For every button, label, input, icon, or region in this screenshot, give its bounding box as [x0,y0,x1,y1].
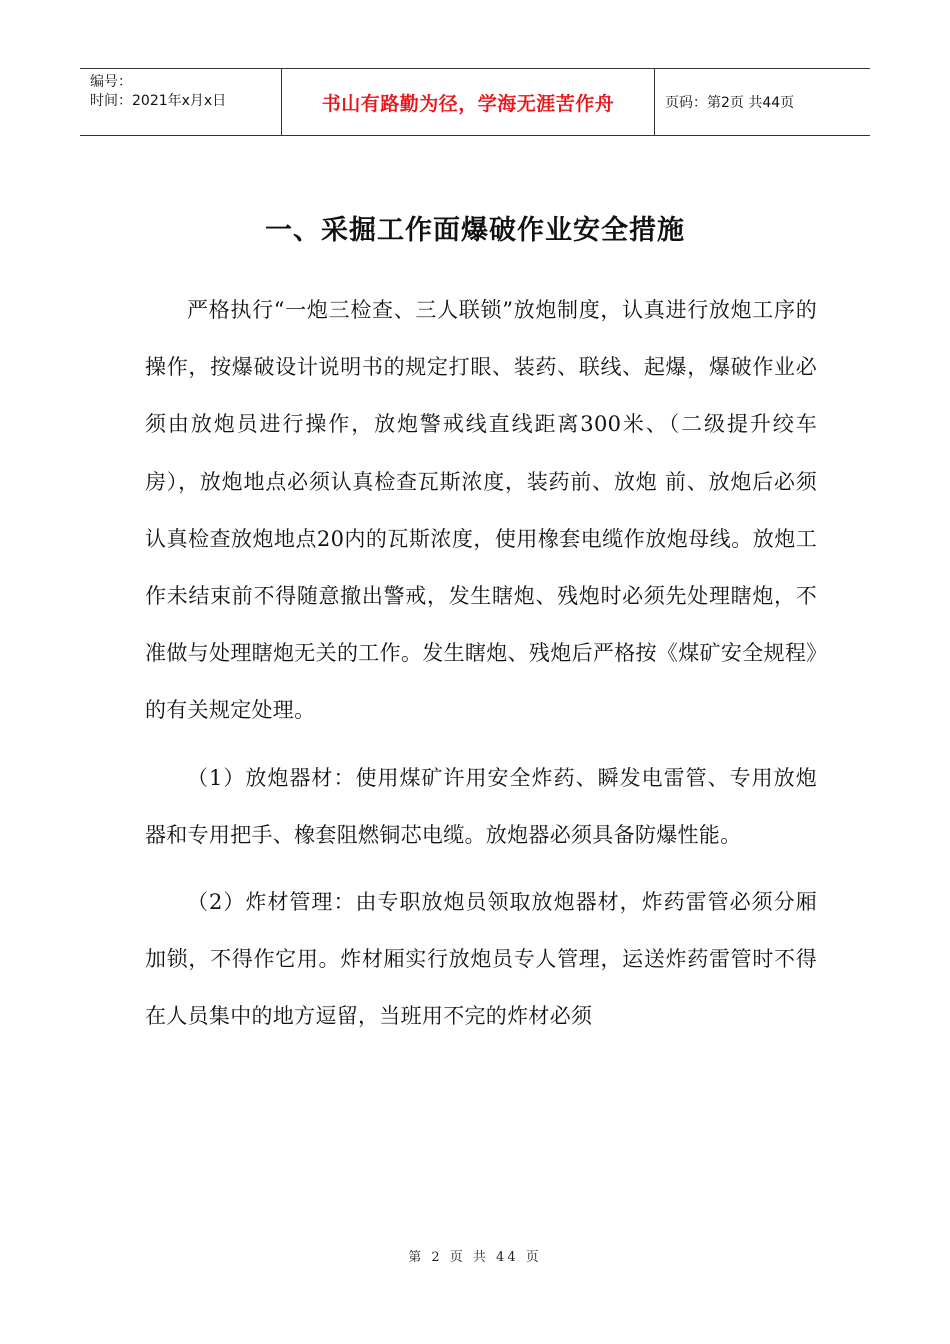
serial-number-label: 编号： [90,74,132,90]
page-code-label: 页码：第2页 共44页 [665,95,795,111]
date-label: 时间：2021年x月x日 [90,93,227,109]
body-paragraph: （1）放炮器材：使用煤矿许用安全炸药、瞬发电雷管、专用放炮器和专用把手、橡套阻燃铜芯电缆。放炮器必须具备防爆性能。 [145,765,817,847]
header-page-cell [655,69,870,135]
body-paragraph: 严格执行“一炮三检查、三人联锁”放炮制度，认真进行放炮工序的操作，按爆破设计说明书的规定打眼、装药、联线、起爆，爆破作业必须由放炮员进行操作，放炮警戒线直线距离300米、（二级提升绞车房），放炮地点必须认真检查瓦斯浓度，装药前、放炮 前、放炮后必须认真检查放炮地点20内的瓦斯浓度，使用橡套电缆作放炮母线。放炮工作未结束前不得随意撤出警戒，发生瞎炮、残炮时必须先处理瞎炮，不准做与处理瞎炮无关的工作。发生瞎炮、残炮后严格按《煤矿安全规程》的有关规定处理。 [145,298,817,723]
motto-text: 书山有路勤为径，学海无涯苦作舟 [321,92,615,115]
header-motto-cell [282,69,655,135]
page-footer: 第 2 页 共 44 页 [408,1250,542,1265]
document-title: 一、采掘工作面爆破作业安全措施 [265,215,685,246]
header-meta-cell [80,69,282,135]
header-table [80,68,870,136]
document-body [145,282,817,1046]
body-paragraph: （2）炸材管理：由专职放炮员领取放炮器材，炸药雷管必须分厢加锁，不得作它用。炸材厢实行放炮员专人管理，运送炸药雷管时不得在人员集中的地方逗留，当班用不完的炸材必须 [145,890,817,1029]
